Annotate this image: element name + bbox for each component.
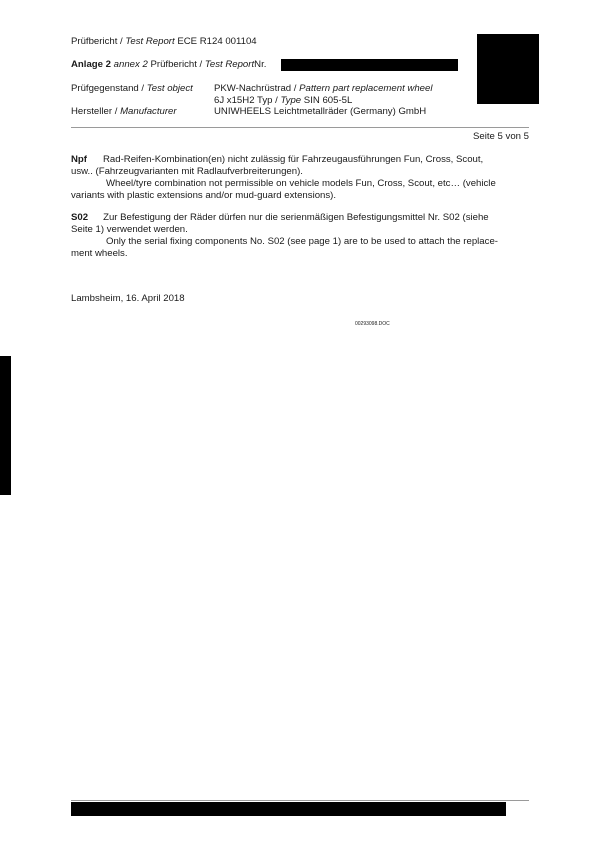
footer-divider	[71, 800, 529, 801]
type-value: 6J x15H2 Typ / Type SIN 605-5L	[214, 95, 353, 106]
note-code: S02	[71, 212, 89, 223]
note-npf: Npf Rad-Reifen-Kombination(en) nicht zulässig für Fahrzeugausführungen Fun, Cross, Scout, usw.. (Fahrzeugvarianten mit Radlaufverbreiterungen). Wheel/tyre combination not permissible on vehicle models Fun, Cross, Scout, etc… (vehicle variants with plastic extensions and/or mud-guard extensions).	[71, 154, 496, 201]
page-indicator: Seite 5 von 5	[472, 131, 529, 142]
test-object-value: PKW-Nachrüstrad / Pattern part replacement wheel	[214, 83, 433, 94]
doc-code: 00293098.DOC	[355, 321, 390, 327]
redacted-logo	[477, 34, 539, 104]
annex-report-en: Test Report	[204, 59, 255, 70]
test-object-label: Prüfgegenstand / Test object	[71, 83, 193, 94]
note-s02: S02 Zur Befestigung der Räder dürfen nur die serienmäßigen Befestigungsmittel Nr. S02 (siehe Seite 1) verwendet werden. Only the serial fixing components No. S02 (see page 1) are to be used to attach the replace- ment wheels.	[71, 212, 498, 259]
report-label-de: Prüfbericht /	[71, 36, 123, 47]
report-title-line	[71, 36, 257, 48]
annex-report-nr: Nr.	[254, 59, 267, 70]
redacted-side-bar	[0, 356, 11, 495]
annex-label-en: annex 2	[113, 59, 148, 70]
annex-line	[71, 59, 266, 71]
annex-label-de: Anlage 2	[71, 59, 111, 70]
place-date: Lambsheim, 16. April 2018	[71, 293, 185, 304]
manufacturer-label: Hersteller / Manufacturer	[71, 106, 177, 117]
annex-report-de: Prüfbericht /	[150, 59, 203, 70]
redacted-report-number	[281, 59, 458, 71]
manufacturer-value: UNIWHEELS Leichtmetallräder (Germany) GmbH	[214, 106, 427, 117]
redacted-footer	[71, 802, 506, 816]
header-divider	[71, 127, 529, 128]
report-number: ECE R124 001104	[177, 36, 257, 47]
note-code: Npf	[71, 154, 87, 165]
report-label-en: Test Report	[125, 36, 175, 47]
